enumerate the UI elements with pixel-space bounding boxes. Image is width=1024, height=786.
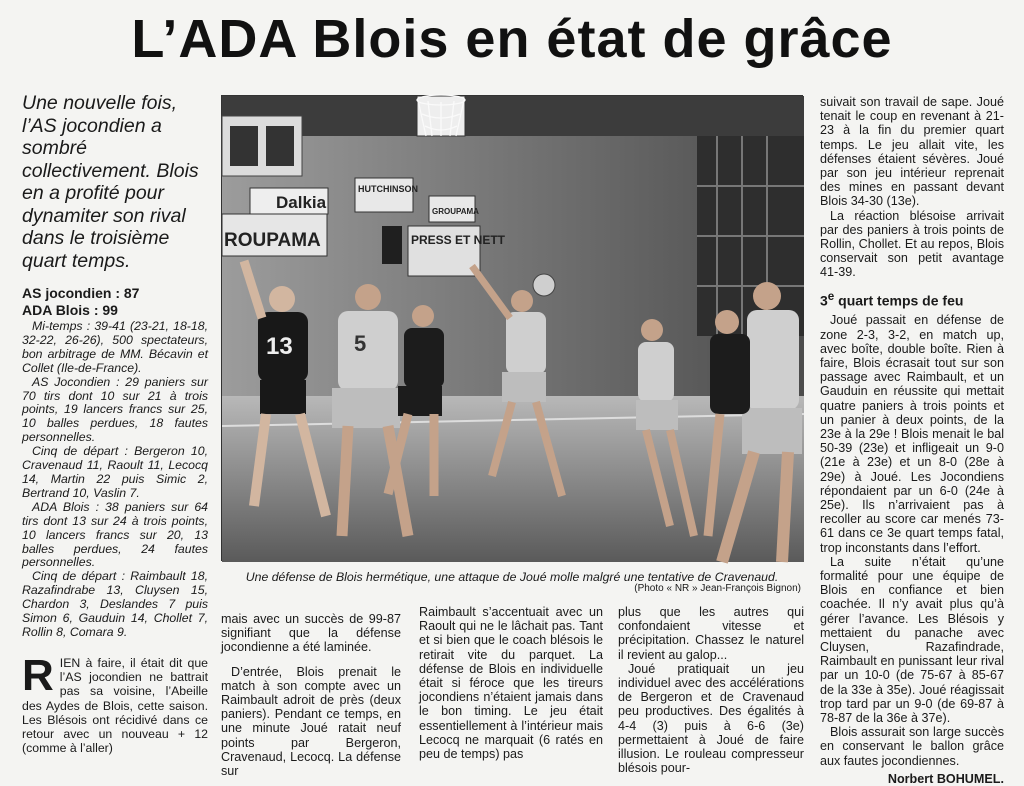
- banner-dalkia: Dalkia: [276, 193, 327, 212]
- right-paragraph-2: La réaction blésoise arrivait par des paniers à trois points de Rollin, Chollet. Et au repos, Blois conservait son petit avantage 41-39.: [820, 208, 1004, 280]
- article-intro: [22, 651, 208, 756]
- col3-paragraph-1: Raimbault s’accentuait avec un Raoult qui ne le lâchait pas. Tant et si bien que le coach blésois le retirait vite du parquet. La défense de Blois en individuelle était si féroce que les tireurs jocondiens n’étaient jamais dans le bon timing. Le jeu était essentiellement à l’intérieur mais Lecocq ne marquait (6 ratés en peu de temps) pas: [419, 605, 603, 762]
- subhead-number: 3: [820, 292, 828, 309]
- score-block: [22, 285, 208, 319]
- stats-halftime: Mi-temps : 39-41 (23-21, 18-18, 32-22, 26-26), 500 spectateurs, bon arbitrage de MM. Bécavin et Collet (Ile-de-France).: [22, 319, 208, 375]
- col2-paragraph-1: mais avec un succès de 99-87 signifiant que la défense jocondienne a été laminée.: [221, 612, 401, 655]
- stats-blois-lineup: Cinq de départ : Raimbault 18, Razafindrabe 13, Cluysen 15, Chardon 3, Deslandes 7 puis Simon 6, Gauduin 14, Chollet 7, Rollin 8, Comara 9.: [22, 569, 208, 639]
- section-subhead: [820, 288, 1004, 310]
- headline: L’ADA Blois en état de grâce: [131, 9, 893, 69]
- subhead-sup: e: [827, 289, 835, 303]
- jersey-number-13: 13: [266, 333, 293, 360]
- stats-joue: AS Jocondien : 29 paniers sur 70 tirs dont 10 sur 21 à trois points, 19 lancers francs sur 25, 10 balles perdues, 18 fautes personnelles.: [22, 374, 208, 445]
- score-line-home: AS jocondien : 87: [22, 285, 140, 301]
- col4-paragraph-2: Joué pratiquait un jeu individuel avec des accélérations de Bergeron et de Cravenaud peu productives. Des égalités à 4-4 (3) puis à 6-6 (3e) permettaient à Joué de faire illusion. Le rouleau compresseur blésois pour-: [618, 661, 804, 776]
- col4-paragraph-1: plus que les autres qui confondaient vitesse et précipitation. Chassez le naturel il revient au galop...: [618, 605, 804, 662]
- photo-caption: Une défense de Blois hermétique, une attaque de Joué molle malgré une tentative de Cravenaud.: [245, 570, 779, 584]
- banner-hutchinson: HUTCHINSON: [358, 184, 418, 194]
- author-signature: Norbert BOHUMEL.: [887, 771, 1004, 786]
- dropcap-letter: R: [22, 651, 54, 700]
- col2-paragraph-2: D’entrée, Blois prenait le match à son compte avec un Raimbault adroit de près (deux paniers). Pendant ce temps, en une minute Joué ratait neuf points par Bergeron, Cravenaud, Lecocq. La défense sur: [221, 664, 401, 779]
- right-paragraph-1: suivait son travail de sape. Joué tenait le coup en revenant à 21-23 à la fin du premier quart temps. Le jeu allait vite, les défenses étaient sévères. Joué par son jeu intérieur reprenait des mines en passant devant Blois 34-30 (13e).: [820, 95, 1004, 209]
- right-paragraph-3: Joué passait en défense de zone 2-3, 3-2, en match up, avec boîte, double boîte. Rien à faire, Blois écrasait tout sur son passage avec Raimbault, et un Gauduin en réussite qui mettait quatre paniers à trois points et un panier à deux points, de la 23e à la 29e ! Blois menait le bal 50-39 (23e) et infligeait un 9-0 (21e à 23e) et un 8-0 (28e à 29e) à Joué. Les Jocondiens répondaient par un 6-0 (24e à 25e). Ils n’arrivaient pas à recoller au score car menés 73-61 dans ce 3e quart temps fatal, trop inconstants dans l’effort.: [820, 313, 1004, 555]
- basketball-photo-illustration: [222, 96, 804, 562]
- right-paragraph-4: La suite n’était qu’une formalité pour une équipe de Blois en confiance et bien coachée. Il n’y avait plus qu’à gérer l’avance. Les Blésois y mettaient du panache avec Cluysen, Razafindrade, Raimbault en punissant leur rival par un 10-0 (de 75-67 à 85-67 de la 33e à 35e). Joué réagissait trop tard par un 9-0 (de 69-87 à 78-87 de la 36e à 37e).: [820, 554, 1004, 725]
- stats-column: [22, 320, 208, 640]
- article-column-2: [221, 612, 401, 778]
- banner-roupama: ROUPAMA: [224, 230, 321, 251]
- banner-press: PRESS ET NETT: [411, 233, 506, 247]
- article-intro-text: IEN à faire, il était dit que l’AS jocondien ne battrait pas sa voisine, l’Abeille des Aydes de Blois, cette saison. Les Blésois ont récidivé dans ce retour avec un nouveau + 12 (comme à l’aller): [22, 656, 208, 756]
- score-line-away: ADA Blois : 99: [22, 302, 118, 318]
- lead-paragraph: Une nouvelle fois, l’AS jocondien a sombré collectivement. Blois en a profité pour dynamiter son rival dans le troisième quart temps.: [22, 92, 199, 272]
- subhead-text: quart temps de feu: [834, 292, 964, 309]
- banner-groupama: GROUPAMA: [432, 207, 479, 216]
- game-photo: [221, 95, 803, 561]
- article-column-right: [820, 95, 1004, 786]
- jersey-number-5: 5: [354, 331, 367, 356]
- right-paragraph-5: Blois assurait son large succès en conservant le ballon grâce aux fautes jocondiennes.: [820, 725, 1004, 768]
- photo-credit: (Photo « NR » Jean-François Bignon): [634, 583, 801, 594]
- stats-joue-lineup: Cinq de départ : Bergeron 10, Cravenaud 11, Raoult 11, Lecocq 14, Martin 22 puis Simic 2, Bertrand 10, Vaslin 7.: [22, 444, 208, 500]
- article-column-3: [419, 605, 603, 761]
- article-column-4: [618, 605, 804, 775]
- stats-blois: ADA Blois : 38 paniers sur 64 tirs dont 13 sur 24 à trois points, 10 lancers francs sur 20, 13 balles perdues, 24 fautes personnelles.: [22, 499, 208, 570]
